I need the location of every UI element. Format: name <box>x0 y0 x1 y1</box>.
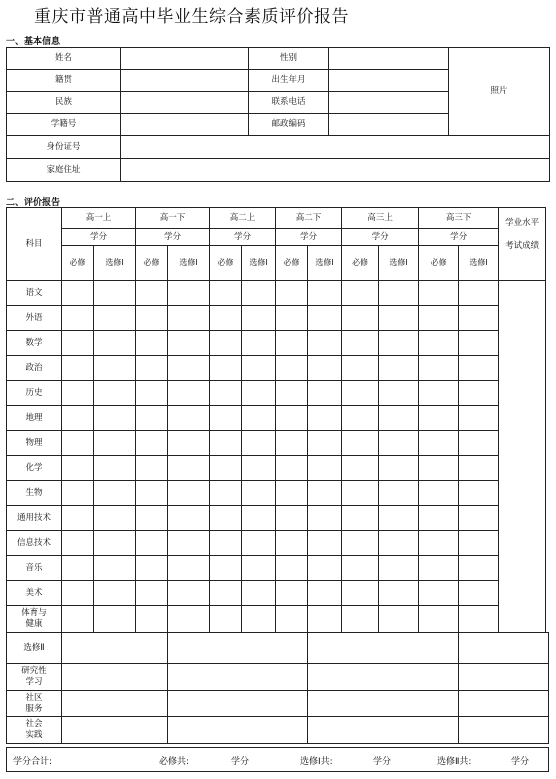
score-cell[interactable] <box>342 531 379 556</box>
score-cell[interactable] <box>62 331 94 356</box>
subject-label: 政治 <box>7 356 62 381</box>
score-cell[interactable] <box>168 406 210 431</box>
social-cell[interactable] <box>168 717 308 744</box>
score-cell[interactable] <box>419 281 459 306</box>
header-required-2: 必修 <box>136 246 168 281</box>
score-cell[interactable] <box>342 556 379 581</box>
score-cell[interactable] <box>168 381 210 406</box>
score-cell[interactable] <box>419 506 459 531</box>
score-cell[interactable] <box>94 381 136 406</box>
score-cell[interactable] <box>136 281 168 306</box>
score-cell[interactable] <box>308 331 342 356</box>
header-semester-5: 高三上 <box>342 208 419 229</box>
field-address[interactable] <box>121 159 550 182</box>
score-cell[interactable] <box>168 331 210 356</box>
header-required-1: 必修 <box>62 246 94 281</box>
header-unit-2: 学分 <box>136 229 210 246</box>
label-student-id: 学籍号 <box>7 114 121 136</box>
field-postcode[interactable] <box>329 114 449 136</box>
research-cell[interactable] <box>459 664 549 691</box>
score-cell[interactable] <box>379 456 419 481</box>
score-cell[interactable] <box>459 331 499 356</box>
label-gender: 性别 <box>249 48 329 70</box>
score-cell[interactable] <box>136 431 168 456</box>
score-cell[interactable] <box>136 406 168 431</box>
score-cell[interactable] <box>379 281 419 306</box>
elective2-row <box>7 633 549 664</box>
score-cell[interactable] <box>379 606 419 633</box>
score-cell[interactable] <box>379 531 419 556</box>
score-cell[interactable] <box>210 356 242 381</box>
score-cell[interactable] <box>419 431 459 456</box>
label-id-card: 身份证号 <box>7 136 121 159</box>
score-cell[interactable] <box>342 431 379 456</box>
elective2-cell[interactable] <box>62 633 168 664</box>
header-semester-2: 高一下 <box>136 208 210 229</box>
label-name: 姓名 <box>7 48 121 70</box>
score-cell[interactable] <box>136 556 168 581</box>
score-cell[interactable] <box>62 481 94 506</box>
subject-label-pe-line: 健康 <box>25 619 43 629</box>
score-cell[interactable] <box>136 331 168 356</box>
elective2-cell[interactable] <box>308 633 459 664</box>
score-cell[interactable] <box>459 556 499 581</box>
subject-label: 物理 <box>7 431 62 456</box>
total-elective2-unit: 学分 <box>511 757 530 767</box>
score-cell[interactable] <box>168 281 210 306</box>
community-label-line: 社区 <box>25 692 43 703</box>
score-cell[interactable] <box>168 356 210 381</box>
score-cell[interactable] <box>459 456 499 481</box>
social-cell[interactable] <box>459 717 549 744</box>
header-elective1-4: 选修Ⅰ <box>308 246 342 281</box>
score-cell[interactable] <box>168 456 210 481</box>
research-label-line: 研究性 <box>21 666 47 677</box>
score-cell[interactable] <box>210 281 242 306</box>
score-cell[interactable] <box>210 381 242 406</box>
score-cell[interactable] <box>94 456 136 481</box>
score-cell[interactable] <box>168 581 210 606</box>
score-cell[interactable] <box>342 356 379 381</box>
score-cell[interactable] <box>419 606 459 633</box>
score-cell[interactable] <box>242 481 276 506</box>
score-cell[interactable] <box>276 481 308 506</box>
community-cell[interactable] <box>459 691 549 717</box>
score-cell[interactable] <box>94 606 136 633</box>
community-label-line: 服务 <box>25 703 43 714</box>
score-cell[interactable] <box>62 606 94 633</box>
header-elective1-3: 选修Ⅰ <box>242 246 276 281</box>
score-cell[interactable] <box>242 331 276 356</box>
subject-label: 历史 <box>7 381 62 406</box>
score-cell[interactable] <box>210 481 242 506</box>
score-cell[interactable] <box>242 356 276 381</box>
total-required-unit: 学分 <box>231 757 250 767</box>
score-cell[interactable] <box>62 506 94 531</box>
score-cell[interactable] <box>308 506 342 531</box>
score-cell[interactable] <box>62 281 94 306</box>
score-cell[interactable] <box>276 606 308 633</box>
score-cell[interactable] <box>242 606 276 633</box>
score-cell[interactable] <box>308 581 342 606</box>
social-row <box>7 717 549 744</box>
research-cell[interactable] <box>308 664 459 691</box>
header-level-exam <box>499 208 546 281</box>
score-cell[interactable] <box>136 456 168 481</box>
score-cell[interactable] <box>94 581 136 606</box>
score-cell[interactable] <box>342 331 379 356</box>
score-cell[interactable] <box>242 381 276 406</box>
score-cell[interactable] <box>459 281 499 306</box>
score-cell[interactable] <box>459 481 499 506</box>
score-cell[interactable] <box>342 606 379 633</box>
field-hometown[interactable] <box>121 70 249 92</box>
research-cell[interactable] <box>62 664 168 691</box>
subject-label: 信息技术 <box>7 531 62 556</box>
score-cell[interactable] <box>62 431 94 456</box>
score-cell[interactable] <box>136 581 168 606</box>
subject-label: 化学 <box>7 456 62 481</box>
header-elective1-6: 选修Ⅰ <box>459 246 499 281</box>
header-unit-5: 学分 <box>342 229 419 246</box>
subject-label-pe <box>7 606 62 633</box>
score-cell[interactable] <box>379 481 419 506</box>
subject-label: 通用技术 <box>7 506 62 531</box>
photo-box[interactable]: 照片 <box>449 48 550 136</box>
score-cell[interactable] <box>419 331 459 356</box>
score-cell[interactable] <box>342 381 379 406</box>
score-cell[interactable] <box>459 356 499 381</box>
score-cell[interactable] <box>459 606 499 633</box>
score-cell[interactable] <box>94 481 136 506</box>
subject-row <box>7 531 549 556</box>
credit-total-row <box>6 747 549 772</box>
score-cell[interactable] <box>308 356 342 381</box>
score-cell[interactable] <box>379 406 419 431</box>
section-basic-info: 一、基本信息 <box>6 37 61 47</box>
subject-row <box>7 506 549 531</box>
subject-row <box>7 331 549 356</box>
score-cell[interactable] <box>242 581 276 606</box>
field-gender[interactable] <box>329 48 449 70</box>
score-cell[interactable] <box>210 581 242 606</box>
header-required-3: 必修 <box>210 246 242 281</box>
score-cell[interactable] <box>308 531 342 556</box>
header-unit-6: 学分 <box>419 229 499 246</box>
score-cell[interactable] <box>136 531 168 556</box>
score-cell[interactable] <box>276 381 308 406</box>
social-cell[interactable] <box>62 717 168 744</box>
score-cell[interactable] <box>379 431 419 456</box>
score-cell[interactable] <box>276 431 308 456</box>
score-cell[interactable] <box>210 406 242 431</box>
score-cell[interactable] <box>210 306 242 331</box>
score-cell[interactable] <box>342 581 379 606</box>
score-cell[interactable] <box>459 406 499 431</box>
subject-label: 地理 <box>7 406 62 431</box>
score-cell[interactable] <box>210 531 242 556</box>
score-cell[interactable] <box>168 506 210 531</box>
research-cell[interactable] <box>168 664 308 691</box>
score-cell[interactable] <box>276 406 308 431</box>
score-cell[interactable] <box>242 406 276 431</box>
header-required-5: 必修 <box>342 246 379 281</box>
header-elective1-1: 选修Ⅰ <box>94 246 136 281</box>
score-cell[interactable] <box>419 456 459 481</box>
score-cell[interactable] <box>308 431 342 456</box>
header-semester-3: 高二上 <box>210 208 276 229</box>
research-row <box>7 664 549 691</box>
score-cell[interactable] <box>419 531 459 556</box>
score-cell[interactable] <box>168 606 210 633</box>
score-cell[interactable] <box>94 431 136 456</box>
score-cell[interactable] <box>308 556 342 581</box>
subject-label: 生物 <box>7 481 62 506</box>
subject-label: 数学 <box>7 331 62 356</box>
community-cell[interactable] <box>168 691 308 717</box>
social-label <box>7 717 62 744</box>
score-cell[interactable] <box>136 606 168 633</box>
score-cell[interactable] <box>379 356 419 381</box>
score-cell[interactable] <box>276 281 308 306</box>
score-cell[interactable] <box>136 481 168 506</box>
score-cell[interactable] <box>136 306 168 331</box>
score-cell[interactable] <box>342 456 379 481</box>
subject-row <box>7 356 549 381</box>
score-cell[interactable] <box>342 281 379 306</box>
header-level-line1: 学业水平 <box>505 218 540 228</box>
total-elective2-label: 选修Ⅱ共: <box>437 757 472 767</box>
score-cell[interactable] <box>379 306 419 331</box>
score-cell[interactable] <box>62 381 94 406</box>
score-cell[interactable] <box>308 306 342 331</box>
subject-label: 音乐 <box>7 556 62 581</box>
score-cell[interactable] <box>242 281 276 306</box>
level-exam-cell[interactable] <box>499 281 546 633</box>
score-cell[interactable] <box>308 281 342 306</box>
score-cell[interactable] <box>459 506 499 531</box>
score-cell[interactable] <box>419 556 459 581</box>
subject-label: 外语 <box>7 306 62 331</box>
score-cell[interactable] <box>419 581 459 606</box>
label-hometown: 籍贯 <box>7 70 121 92</box>
score-cell[interactable] <box>379 331 419 356</box>
subject-row <box>7 581 549 606</box>
score-cell[interactable] <box>459 306 499 331</box>
score-cell[interactable] <box>276 531 308 556</box>
score-cell[interactable] <box>459 531 499 556</box>
score-cell[interactable] <box>94 531 136 556</box>
score-cell[interactable] <box>62 356 94 381</box>
community-cell[interactable] <box>62 691 168 717</box>
score-cell[interactable] <box>242 506 276 531</box>
score-cell[interactable] <box>210 431 242 456</box>
score-cell[interactable] <box>276 306 308 331</box>
header-required-6: 必修 <box>419 246 459 281</box>
elective2-cell[interactable] <box>459 633 549 664</box>
elective2-cell[interactable] <box>168 633 308 664</box>
score-cell[interactable] <box>459 431 499 456</box>
research-label-line: 学习 <box>25 677 43 687</box>
subject-row <box>7 306 549 331</box>
score-cell[interactable] <box>94 556 136 581</box>
subject-row <box>7 281 549 306</box>
score-cell[interactable] <box>62 556 94 581</box>
score-cell[interactable] <box>62 456 94 481</box>
score-cell[interactable] <box>419 481 459 506</box>
research-label <box>7 664 62 691</box>
total-elective1-unit: 学分 <box>373 757 392 767</box>
community-label <box>7 691 62 717</box>
subject-row <box>7 456 549 481</box>
subject-row <box>7 406 549 431</box>
score-cell[interactable] <box>342 306 379 331</box>
score-cell[interactable] <box>308 606 342 633</box>
score-cell[interactable] <box>276 581 308 606</box>
score-cell[interactable] <box>459 381 499 406</box>
header-subject: 科目 <box>7 208 62 281</box>
score-cell[interactable] <box>168 431 210 456</box>
score-cell[interactable] <box>62 306 94 331</box>
score-cell[interactable] <box>379 381 419 406</box>
total-elective1-label: 选修Ⅰ共: <box>300 757 333 767</box>
score-cell[interactable] <box>242 306 276 331</box>
score-cell[interactable] <box>379 506 419 531</box>
subject-label: 美术 <box>7 581 62 606</box>
score-cell[interactable] <box>276 356 308 381</box>
score-cell[interactable] <box>342 481 379 506</box>
header-unit-3: 学分 <box>210 229 276 246</box>
score-cell[interactable] <box>94 331 136 356</box>
score-cell[interactable] <box>308 481 342 506</box>
score-cell[interactable] <box>242 431 276 456</box>
score-cell[interactable] <box>276 556 308 581</box>
subject-label: 语文 <box>7 281 62 306</box>
score-cell[interactable] <box>136 506 168 531</box>
header-level-line2: 考试成绩 <box>505 240 540 251</box>
score-cell[interactable] <box>168 481 210 506</box>
header-elective1-5: 选修Ⅰ <box>379 246 419 281</box>
score-cell[interactable] <box>94 306 136 331</box>
score-cell[interactable] <box>62 581 94 606</box>
score-cell[interactable] <box>94 506 136 531</box>
score-cell[interactable] <box>342 506 379 531</box>
score-cell[interactable] <box>242 556 276 581</box>
score-cell[interactable] <box>168 306 210 331</box>
label-postcode: 邮政编码 <box>249 114 329 136</box>
subject-row <box>7 381 549 406</box>
score-cell[interactable] <box>379 581 419 606</box>
total-required-label: 必修共: <box>159 757 190 767</box>
social-label-line: 社会 <box>25 719 43 730</box>
score-cell[interactable] <box>210 556 242 581</box>
total-label: 学分合计: <box>13 757 53 767</box>
label-ethnicity: 民族 <box>7 92 121 114</box>
header-unit-4: 学分 <box>276 229 342 246</box>
score-cell[interactable] <box>308 381 342 406</box>
field-student-id[interactable] <box>121 114 249 136</box>
score-cell[interactable] <box>94 281 136 306</box>
section-evaluation: 二、评价报告 <box>6 198 61 208</box>
field-birth[interactable] <box>329 70 449 92</box>
score-cell[interactable] <box>210 506 242 531</box>
score-cell[interactable] <box>62 531 94 556</box>
community-cell[interactable] <box>308 691 459 717</box>
score-cell[interactable] <box>136 356 168 381</box>
score-cell[interactable] <box>94 406 136 431</box>
score-cell[interactable] <box>210 456 242 481</box>
label-birth: 出生年月 <box>249 70 329 92</box>
basic-info-table <box>6 47 550 182</box>
score-cell[interactable] <box>242 531 276 556</box>
field-id-card[interactable] <box>121 136 550 159</box>
score-cell[interactable] <box>62 406 94 431</box>
header-semester-4: 高二下 <box>276 208 342 229</box>
score-cell[interactable] <box>379 556 419 581</box>
subject-row <box>7 431 549 456</box>
score-cell[interactable] <box>419 406 459 431</box>
score-cell[interactable] <box>308 406 342 431</box>
field-name[interactable] <box>121 48 249 70</box>
field-ethnicity[interactable] <box>121 92 249 114</box>
score-cell[interactable] <box>308 456 342 481</box>
score-cell[interactable] <box>210 331 242 356</box>
social-label-line: 实践 <box>25 730 43 740</box>
social-cell[interactable] <box>308 717 459 744</box>
subject-row-pe <box>7 606 549 633</box>
header-elective1-2: 选修Ⅰ <box>168 246 210 281</box>
score-cell[interactable] <box>459 581 499 606</box>
header-semester-1: 高一上 <box>62 208 136 229</box>
score-cell[interactable] <box>242 456 276 481</box>
subject-row <box>7 481 549 506</box>
header-unit-1: 学分 <box>62 229 136 246</box>
evaluation-table <box>6 207 549 744</box>
score-cell[interactable] <box>419 381 459 406</box>
community-row <box>7 691 549 717</box>
elective2-label: 选修Ⅱ <box>7 633 62 664</box>
header-semester-6: 高三下 <box>419 208 499 229</box>
score-cell[interactable] <box>168 531 210 556</box>
page-title: 重庆市普通高中毕业生综合素质评价报告 <box>34 7 349 27</box>
score-cell[interactable] <box>419 306 459 331</box>
score-cell[interactable] <box>276 506 308 531</box>
score-cell[interactable] <box>210 606 242 633</box>
score-cell[interactable] <box>136 381 168 406</box>
subject-label-pe-line: 体育与 <box>21 608 47 619</box>
score-cell[interactable] <box>276 456 308 481</box>
label-phone: 联系电话 <box>249 92 329 114</box>
subject-row <box>7 556 549 581</box>
score-cell[interactable] <box>419 356 459 381</box>
field-phone[interactable] <box>329 92 449 114</box>
score-cell[interactable] <box>342 406 379 431</box>
label-address: 家庭住址 <box>7 159 121 182</box>
score-cell[interactable] <box>94 356 136 381</box>
score-cell[interactable] <box>276 331 308 356</box>
score-cell[interactable] <box>168 556 210 581</box>
header-required-4: 必修 <box>276 246 308 281</box>
